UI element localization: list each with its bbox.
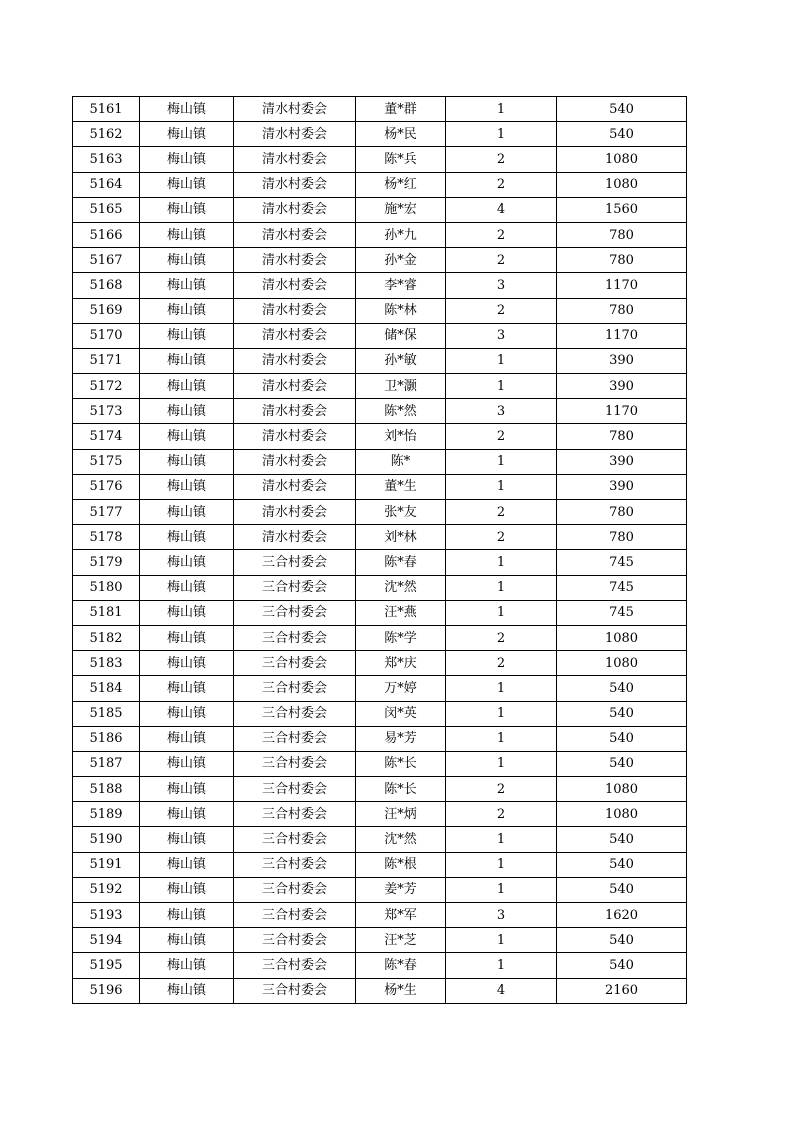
name-cell: 杨*民 — [356, 122, 446, 147]
village-committee-cell: 清水村委会 — [234, 323, 356, 348]
table-row — [73, 953, 687, 978]
town-cell: 梅山镇 — [140, 751, 234, 776]
town-cell: 梅山镇 — [140, 928, 234, 953]
name-cell: 杨*生 — [356, 978, 446, 1003]
name-cell: 易*芳 — [356, 726, 446, 751]
household-size-cell: 2 — [446, 625, 557, 650]
amount-cell: 1620 — [557, 903, 687, 928]
amount-cell: 540 — [557, 726, 687, 751]
household-size-cell: 3 — [446, 273, 557, 298]
town-cell: 梅山镇 — [140, 852, 234, 877]
household-size-cell: 3 — [446, 323, 557, 348]
village-committee-cell: 三合村委会 — [234, 852, 356, 877]
name-cell: 陈*兵 — [356, 147, 446, 172]
name-cell: 董*生 — [356, 474, 446, 499]
household-size-cell: 1 — [446, 474, 557, 499]
record-number-cell: 5184 — [73, 676, 140, 701]
table-row — [73, 424, 687, 449]
household-size-cell: 3 — [446, 399, 557, 424]
record-number-cell: 5191 — [73, 852, 140, 877]
town-cell: 梅山镇 — [140, 172, 234, 197]
table-row — [73, 474, 687, 499]
amount-cell: 780 — [557, 525, 687, 550]
amount-cell: 1170 — [557, 273, 687, 298]
record-number-cell: 5174 — [73, 424, 140, 449]
amount-cell: 540 — [557, 827, 687, 852]
amount-cell: 1560 — [557, 197, 687, 222]
name-cell: 刘*怡 — [356, 424, 446, 449]
household-size-cell: 1 — [446, 449, 557, 474]
table-row — [73, 122, 687, 147]
town-cell: 梅山镇 — [140, 273, 234, 298]
record-number-cell: 5168 — [73, 273, 140, 298]
household-size-cell: 1 — [446, 575, 557, 600]
town-cell: 梅山镇 — [140, 903, 234, 928]
amount-cell: 780 — [557, 298, 687, 323]
record-number-cell: 5182 — [73, 625, 140, 650]
name-cell: 董*群 — [356, 97, 446, 122]
record-number-cell: 5176 — [73, 474, 140, 499]
name-cell: 陈*春 — [356, 953, 446, 978]
amount-cell: 780 — [557, 500, 687, 525]
village-committee-cell: 清水村委会 — [234, 348, 356, 373]
household-size-cell: 3 — [446, 903, 557, 928]
table-row — [73, 802, 687, 827]
name-cell: 储*保 — [356, 323, 446, 348]
table-row — [73, 928, 687, 953]
name-cell: 陈*学 — [356, 625, 446, 650]
records-table — [72, 96, 687, 1004]
town-cell: 梅山镇 — [140, 877, 234, 902]
amount-cell: 540 — [557, 701, 687, 726]
household-size-cell: 1 — [446, 877, 557, 902]
amount-cell: 540 — [557, 676, 687, 701]
table-row — [73, 500, 687, 525]
household-size-cell: 2 — [446, 500, 557, 525]
village-committee-cell: 清水村委会 — [234, 424, 356, 449]
town-cell: 梅山镇 — [140, 726, 234, 751]
amount-cell: 540 — [557, 97, 687, 122]
amount-cell: 1080 — [557, 802, 687, 827]
village-committee-cell: 清水村委会 — [234, 298, 356, 323]
table-row — [73, 222, 687, 247]
village-committee-cell: 清水村委会 — [234, 525, 356, 550]
village-committee-cell: 三合村委会 — [234, 701, 356, 726]
table-row — [73, 877, 687, 902]
town-cell: 梅山镇 — [140, 676, 234, 701]
household-size-cell: 1 — [446, 953, 557, 978]
household-size-cell: 2 — [446, 424, 557, 449]
name-cell: 陈* — [356, 449, 446, 474]
record-number-cell: 5171 — [73, 348, 140, 373]
name-cell: 孙*金 — [356, 248, 446, 273]
record-number-cell: 5175 — [73, 449, 140, 474]
amount-cell: 1080 — [557, 777, 687, 802]
amount-cell: 390 — [557, 449, 687, 474]
amount-cell: 1170 — [557, 399, 687, 424]
table-row — [73, 374, 687, 399]
table-row — [73, 701, 687, 726]
household-size-cell: 1 — [446, 374, 557, 399]
household-size-cell: 1 — [446, 701, 557, 726]
record-number-cell: 5162 — [73, 122, 140, 147]
name-cell: 杨*红 — [356, 172, 446, 197]
town-cell: 梅山镇 — [140, 777, 234, 802]
town-cell: 梅山镇 — [140, 122, 234, 147]
amount-cell: 780 — [557, 248, 687, 273]
record-number-cell: 5177 — [73, 500, 140, 525]
table-row — [73, 449, 687, 474]
record-number-cell: 5194 — [73, 928, 140, 953]
name-cell: 汪*芝 — [356, 928, 446, 953]
village-committee-cell: 三合村委会 — [234, 903, 356, 928]
table-row — [73, 298, 687, 323]
amount-cell: 1080 — [557, 625, 687, 650]
village-committee-cell: 清水村委会 — [234, 122, 356, 147]
table-row — [73, 751, 687, 776]
village-committee-cell: 清水村委会 — [234, 172, 356, 197]
table-row — [73, 575, 687, 600]
record-number-cell: 5179 — [73, 550, 140, 575]
amount-cell: 540 — [557, 751, 687, 776]
record-number-cell: 5167 — [73, 248, 140, 273]
household-size-cell: 2 — [446, 525, 557, 550]
record-number-cell: 5188 — [73, 777, 140, 802]
record-number-cell: 5173 — [73, 399, 140, 424]
table-row — [73, 978, 687, 1003]
record-number-cell: 5164 — [73, 172, 140, 197]
name-cell: 施*宏 — [356, 197, 446, 222]
household-size-cell: 1 — [446, 852, 557, 877]
household-size-cell: 1 — [446, 676, 557, 701]
table-row — [73, 197, 687, 222]
table-row — [73, 172, 687, 197]
village-committee-cell: 清水村委会 — [234, 273, 356, 298]
town-cell: 梅山镇 — [140, 298, 234, 323]
amount-cell: 1170 — [557, 323, 687, 348]
town-cell: 梅山镇 — [140, 978, 234, 1003]
table-row — [73, 726, 687, 751]
village-committee-cell: 三合村委会 — [234, 928, 356, 953]
amount-cell: 745 — [557, 600, 687, 625]
town-cell: 梅山镇 — [140, 399, 234, 424]
name-cell: 李*睿 — [356, 273, 446, 298]
village-committee-cell: 清水村委会 — [234, 147, 356, 172]
record-number-cell: 5170 — [73, 323, 140, 348]
household-size-cell: 1 — [446, 122, 557, 147]
household-size-cell: 1 — [446, 726, 557, 751]
table-row — [73, 600, 687, 625]
amount-cell: 390 — [557, 474, 687, 499]
village-committee-cell: 清水村委会 — [234, 399, 356, 424]
table-row — [73, 525, 687, 550]
name-cell: 郑*军 — [356, 903, 446, 928]
name-cell: 陈*然 — [356, 399, 446, 424]
name-cell: 孙*九 — [356, 222, 446, 247]
table-row — [73, 248, 687, 273]
record-number-cell: 5183 — [73, 651, 140, 676]
town-cell: 梅山镇 — [140, 625, 234, 650]
name-cell: 汪*燕 — [356, 600, 446, 625]
village-committee-cell: 三合村委会 — [234, 676, 356, 701]
village-committee-cell: 三合村委会 — [234, 625, 356, 650]
table-row — [73, 97, 687, 122]
record-number-cell: 5186 — [73, 726, 140, 751]
name-cell: 万*婷 — [356, 676, 446, 701]
record-number-cell: 5190 — [73, 827, 140, 852]
town-cell: 梅山镇 — [140, 701, 234, 726]
table-row — [73, 852, 687, 877]
record-number-cell: 5165 — [73, 197, 140, 222]
name-cell: 刘*林 — [356, 525, 446, 550]
household-size-cell: 1 — [446, 550, 557, 575]
household-size-cell: 1 — [446, 600, 557, 625]
household-size-cell: 2 — [446, 298, 557, 323]
table-row — [73, 273, 687, 298]
amount-cell: 745 — [557, 550, 687, 575]
town-cell: 梅山镇 — [140, 97, 234, 122]
record-number-cell: 5169 — [73, 298, 140, 323]
village-committee-cell: 三合村委会 — [234, 877, 356, 902]
table-row — [73, 399, 687, 424]
household-size-cell: 2 — [446, 222, 557, 247]
record-number-cell: 5161 — [73, 97, 140, 122]
record-number-cell: 5195 — [73, 953, 140, 978]
household-size-cell: 2 — [446, 777, 557, 802]
household-size-cell: 2 — [446, 147, 557, 172]
town-cell: 梅山镇 — [140, 197, 234, 222]
household-size-cell: 1 — [446, 97, 557, 122]
village-committee-cell: 三合村委会 — [234, 550, 356, 575]
record-number-cell: 5178 — [73, 525, 140, 550]
household-size-cell: 2 — [446, 248, 557, 273]
town-cell: 梅山镇 — [140, 953, 234, 978]
village-committee-cell: 三合村委会 — [234, 777, 356, 802]
village-committee-cell: 三合村委会 — [234, 802, 356, 827]
town-cell: 梅山镇 — [140, 248, 234, 273]
village-committee-cell: 清水村委会 — [234, 449, 356, 474]
household-size-cell: 2 — [446, 802, 557, 827]
household-size-cell: 2 — [446, 651, 557, 676]
village-committee-cell: 清水村委会 — [234, 248, 356, 273]
record-number-cell: 5187 — [73, 751, 140, 776]
town-cell: 梅山镇 — [140, 222, 234, 247]
record-number-cell: 5193 — [73, 903, 140, 928]
town-cell: 梅山镇 — [140, 550, 234, 575]
village-committee-cell: 三合村委会 — [234, 600, 356, 625]
record-number-cell: 5163 — [73, 147, 140, 172]
amount-cell: 390 — [557, 374, 687, 399]
table-row — [73, 323, 687, 348]
village-committee-cell: 三合村委会 — [234, 575, 356, 600]
name-cell: 张*友 — [356, 500, 446, 525]
town-cell: 梅山镇 — [140, 600, 234, 625]
amount-cell: 1080 — [557, 147, 687, 172]
record-number-cell: 5192 — [73, 877, 140, 902]
household-size-cell: 1 — [446, 928, 557, 953]
household-size-cell: 1 — [446, 751, 557, 776]
name-cell: 沈*然 — [356, 575, 446, 600]
village-committee-cell: 三合村委会 — [234, 726, 356, 751]
town-cell: 梅山镇 — [140, 147, 234, 172]
name-cell: 陈*长 — [356, 777, 446, 802]
amount-cell: 1080 — [557, 651, 687, 676]
village-committee-cell: 清水村委会 — [234, 197, 356, 222]
amount-cell: 540 — [557, 122, 687, 147]
record-number-cell: 5181 — [73, 600, 140, 625]
table-row — [73, 651, 687, 676]
record-number-cell: 5180 — [73, 575, 140, 600]
town-cell: 梅山镇 — [140, 449, 234, 474]
town-cell: 梅山镇 — [140, 802, 234, 827]
town-cell: 梅山镇 — [140, 575, 234, 600]
table-row — [73, 777, 687, 802]
village-committee-cell: 三合村委会 — [234, 978, 356, 1003]
household-size-cell: 4 — [446, 978, 557, 1003]
town-cell: 梅山镇 — [140, 827, 234, 852]
amount-cell: 390 — [557, 348, 687, 373]
name-cell: 孙*敏 — [356, 348, 446, 373]
amount-cell: 540 — [557, 852, 687, 877]
table-row — [73, 348, 687, 373]
village-committee-cell: 清水村委会 — [234, 374, 356, 399]
household-size-cell: 1 — [446, 827, 557, 852]
village-committee-cell: 三合村委会 — [234, 827, 356, 852]
table-row — [73, 147, 687, 172]
town-cell: 梅山镇 — [140, 348, 234, 373]
village-committee-cell: 三合村委会 — [234, 751, 356, 776]
town-cell: 梅山镇 — [140, 500, 234, 525]
town-cell: 梅山镇 — [140, 474, 234, 499]
name-cell: 卫*灏 — [356, 374, 446, 399]
town-cell: 梅山镇 — [140, 323, 234, 348]
amount-cell: 540 — [557, 928, 687, 953]
name-cell: 郑*庆 — [356, 651, 446, 676]
village-committee-cell: 清水村委会 — [234, 97, 356, 122]
records-body — [73, 97, 687, 1004]
name-cell: 陈*根 — [356, 852, 446, 877]
village-committee-cell: 清水村委会 — [234, 222, 356, 247]
village-committee-cell: 清水村委会 — [234, 474, 356, 499]
household-size-cell: 1 — [446, 348, 557, 373]
village-committee-cell: 三合村委会 — [234, 953, 356, 978]
amount-cell: 540 — [557, 953, 687, 978]
household-size-cell: 2 — [446, 172, 557, 197]
table-row — [73, 676, 687, 701]
table-row — [73, 625, 687, 650]
village-committee-cell: 三合村委会 — [234, 651, 356, 676]
amount-cell: 780 — [557, 424, 687, 449]
name-cell: 陈*林 — [356, 298, 446, 323]
name-cell: 陈*长 — [356, 751, 446, 776]
town-cell: 梅山镇 — [140, 651, 234, 676]
table-row — [73, 903, 687, 928]
record-number-cell: 5166 — [73, 222, 140, 247]
village-committee-cell: 清水村委会 — [234, 500, 356, 525]
record-number-cell: 5189 — [73, 802, 140, 827]
amount-cell: 1080 — [557, 172, 687, 197]
household-size-cell: 4 — [446, 197, 557, 222]
name-cell: 闵*英 — [356, 701, 446, 726]
name-cell: 沈*然 — [356, 827, 446, 852]
record-number-cell: 5172 — [73, 374, 140, 399]
name-cell: 姜*芳 — [356, 877, 446, 902]
name-cell: 汪*炳 — [356, 802, 446, 827]
amount-cell: 745 — [557, 575, 687, 600]
amount-cell: 780 — [557, 222, 687, 247]
amount-cell: 540 — [557, 877, 687, 902]
town-cell: 梅山镇 — [140, 374, 234, 399]
record-number-cell: 5185 — [73, 701, 140, 726]
town-cell: 梅山镇 — [140, 424, 234, 449]
table-row — [73, 827, 687, 852]
table-row — [73, 550, 687, 575]
town-cell: 梅山镇 — [140, 525, 234, 550]
name-cell: 陈*春 — [356, 550, 446, 575]
record-number-cell: 5196 — [73, 978, 140, 1003]
amount-cell: 2160 — [557, 978, 687, 1003]
